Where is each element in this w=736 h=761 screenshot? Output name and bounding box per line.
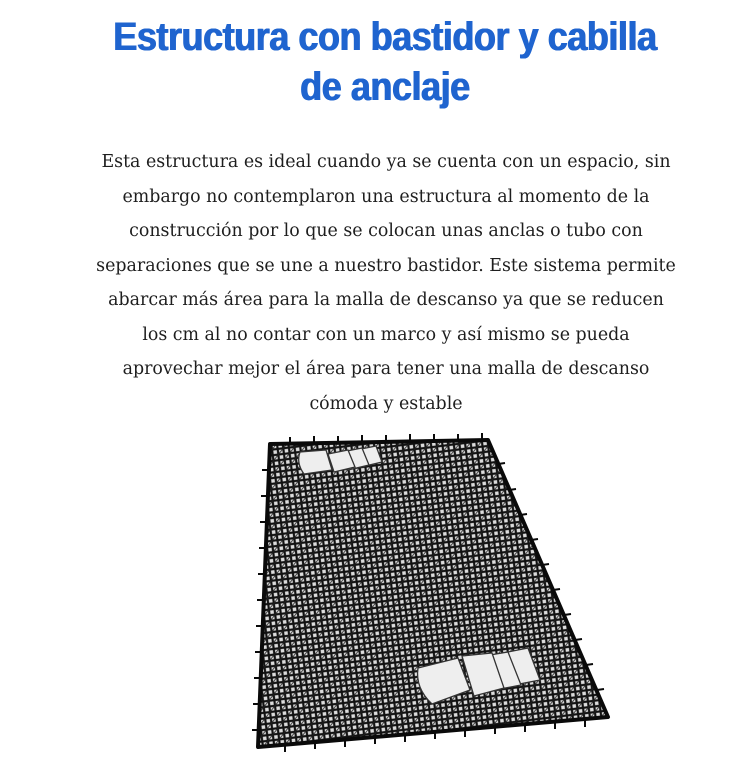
description-paragraph: Esta estructura es ideal cuando ya se cuenta con un espacio, sin embargo no contemplaron una estructura al momento de la construcción por lo que se colocan unas anclas o tubo con separaciones que se une a nuestro bastidor. Este sistema permite abarcar más área para la malla de descanso ya que se reducen los cm al no contar con un marco y así mismo se pueda aprovechar mejor el área para tener una malla de descanso cómoda y estable: [96, 152, 676, 414]
illustration: [230, 432, 630, 752]
page-title: Estructura con bastidor y cabilla de anclaje: [113, 15, 657, 109]
net-with-cushions-icon: [230, 432, 630, 752]
